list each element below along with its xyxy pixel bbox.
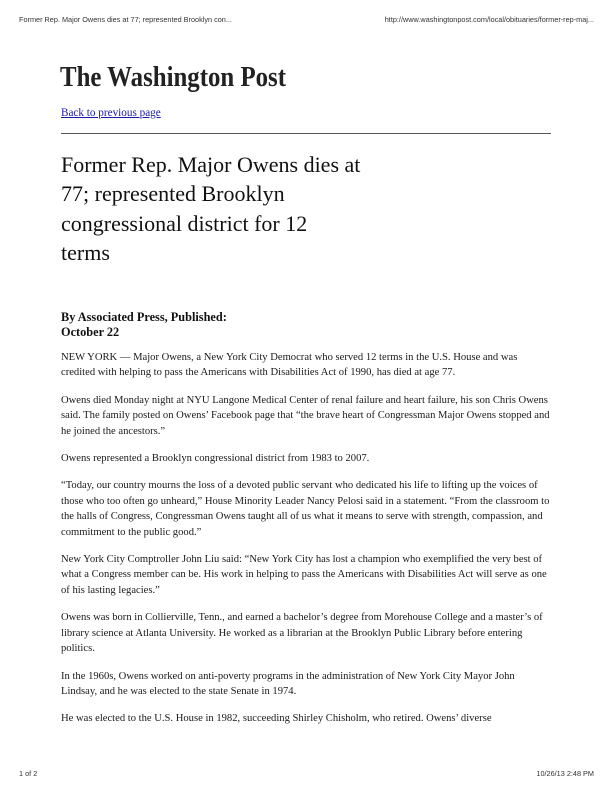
article-paragraph: Owens was born in Collierville, Tenn., and earned a bachelor’s degree from Morehouse College and a master’s of library science at Atlanta University. He worked as a librarian at the Brooklyn Public Library before entering politics.	[61, 612, 543, 655]
article-paragraph: Owens represented a Brooklyn congressional district from 1983 to 2007.	[61, 453, 370, 465]
article-headline: Former Rep. Major Owens dies at 77; represented Brooklyn congressional district for 12 terms	[61, 152, 361, 266]
byline-date: October 22	[61, 325, 120, 339]
print-header	[19, 15, 594, 27]
print-footer	[19, 769, 594, 781]
masthead-logo-graphic	[60, 56, 290, 96]
article-body	[61, 350, 553, 739]
byline-author: By Associated Press, Published:	[61, 310, 227, 324]
print-footer-datetime: 10/26/13 2:48 PM	[536, 769, 594, 778]
print-footer-page: 1 of 2	[19, 769, 38, 778]
article-paragraph: He was elected to the U.S. House in 1982, succeeding Shirley Chisholm, who retired. Owens’ diverse	[61, 713, 492, 725]
print-header-title: Former Rep. Major Owens dies at 77; represented Brooklyn con...	[19, 15, 232, 24]
article-paragraph: In the 1960s, Owens worked on anti-poverty programs in the administration of New York City Mayor John Lindsay, and he was elected to the state Senate in 1974.	[61, 670, 515, 697]
washington-post-logo	[60, 56, 290, 96]
article-paragraph: “Today, our country mourns the loss of a devoted public servant who dedicated his life to lifting up the voices of those who too often go unheard,” House Minority Leader Nancy Pelosi said in a statement. “From the classroom to the halls of Congress, Congressman Owens taught all of us what it means to serve with strength, compassion, and commitment to the public good.”	[61, 480, 550, 538]
back-to-previous-page-link[interactable]: Back to previous page	[61, 107, 161, 119]
article-paragraph: Owens died Monday night at NYU Langone Medical Center of renal failure and heart failure, his son Chris Owens said. The family posted on Owens’ Facebook page that “the brave heart of Congressman Major Owens stopped and he joined the ancestors.”	[61, 394, 550, 437]
article-paragraph: New York City Comptroller John Liu said: “New York City has lost a champion who exemplified the very best of what a Congress member can be. His work in helping to pass the Americans with Disabilities Act will serve as one of his lasting legacies.”	[61, 554, 547, 596]
masthead-logo-text: The Washington Post	[60, 61, 287, 93]
article-byline	[61, 310, 301, 340]
article-paragraph: NEW YORK — Major Owens, a New York City Democrat who served 12 terms in the U.S. House and was credited with helping to pass the Americans with Disabilities Act of 1990, has died at age 77.	[61, 352, 518, 379]
header-divider	[61, 133, 551, 134]
print-header-url: http://www.washingtonpost.com/local/obituaries/former-rep-maj...	[384, 15, 594, 24]
